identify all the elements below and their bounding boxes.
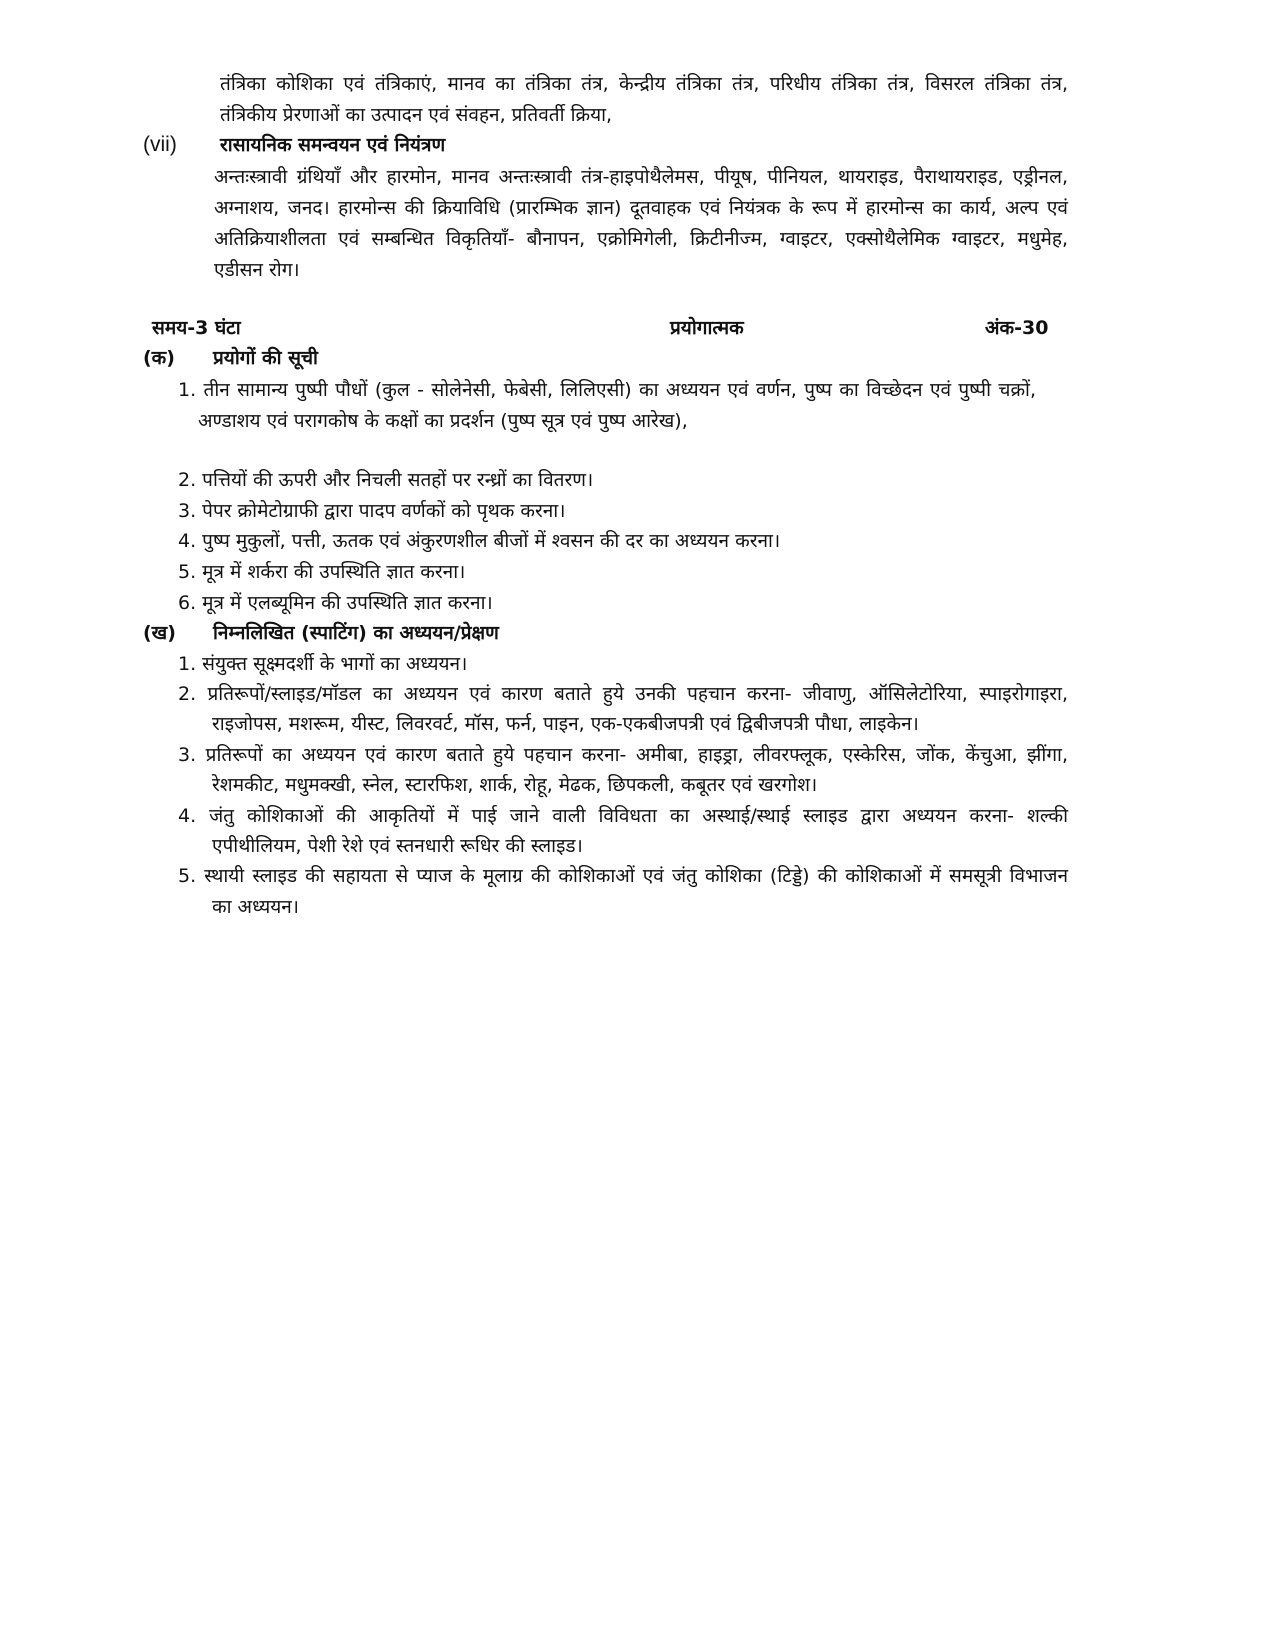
kha-item-5-line-2: का अध्ययन।	[212, 896, 299, 918]
intro-line-2: तंत्रिकीय प्रेरणाओं का उत्पादन एवं संवहन, प्रतिवर्ती क्रिया,	[220, 104, 613, 126]
ka-item-2: 2. पत्तियों की ऊपरी और निचली सतहों पर रन्ध्रों का वितरण।	[178, 469, 594, 491]
kha-item-2-line-1: 2. प्रतिरूपों/स्लाइड/मॉडल का अध्ययन एवं कारण बताते हुये उनकी पहचान करना- जीवाणु, ऑसिलेटोरिया, स्पाइरोगाइरा,	[178, 683, 1068, 705]
kha-item-2-line-2: राइजोपस, मशरूम, यीस्ट, लिवरवर्ट, मॉस, फर्न, पाइन, एक-एकबीजपत्री एवं द्विबीजपत्री पौधा, लाइकेन।	[212, 713, 919, 735]
section-vii-heading: रासायनिक समन्वयन एवं नियंत्रण	[220, 134, 446, 156]
practical-time: समय-3 घंटा	[152, 317, 241, 339]
kha-item-1: 1. संयुक्त सूक्ष्मदर्शी के भागों का अध्ययन।	[178, 653, 468, 675]
section-ka-heading: प्रयोगों की सूची	[213, 347, 318, 369]
intro-line-1: तंत्रिका कोशिका एवं तंत्रिकाएं, मानव का तंत्रिका तंत्र, केन्द्रीय तंत्रिका तंत्र, परिधीय तंत्रिका तंत्र, विसरल तंत्रिका तंत्र,	[220, 73, 1068, 95]
kha-item-4-line-1: 4. जंतु कोशिकाओं की आकृतियों में पाई जाने वाली विविधता का अस्थाई/स्थाई स्लाइड द्वारा अध्ययन करना- शल्की	[178, 805, 1068, 827]
ka-item-1-line-2: अण्डाशय एवं परागकोष के कक्षों का प्रदर्शन (पुष्प सूत्र एवं पुष्प आरेख),	[198, 410, 688, 432]
section-vii-line-4: एडीसन रोग।	[214, 259, 300, 281]
section-vii-line-2: अग्नाशय, जनद। हारमोन्स की क्रियाविधि (प्रारम्भिक ज्ञान) दूतवाहक एवं नियंत्रक के रूप में हारमोन्स का कार्य, अल्प एवं	[214, 197, 1068, 219]
ka-item-3: 3. पेपर क्रोमेटोग्राफी द्वारा पादप वर्णकों को पृथक करना।	[178, 500, 566, 522]
ka-item-6: 6. मूत्र में एलब्यूमिन की उपस्थिति ज्ञात करना।	[178, 592, 493, 614]
ka-item-4: 4. पुष्प मुकुलों, पत्ती, ऊतक एवं अंकुरणशील बीजों में श्वसन की दर का अध्ययन करना।	[178, 530, 781, 552]
section-vii-number: (vii)	[143, 133, 177, 156]
section-ka-label: (क)	[143, 347, 175, 369]
ka-item-5: 5. मूत्र में शर्करा की उपस्थिति ज्ञात करना।	[178, 561, 466, 583]
kha-item-3-line-1: 3. प्रतिरूपों का अध्ययन एवं कारण बताते हुये पहचान करना- अमीबा, हाइड्रा, लीवरफ्लूक, एस्केरिस, जोंक, केंचुआ, झींगा,	[178, 744, 1068, 766]
practical-title: प्रयोगात्मक	[670, 317, 744, 339]
kha-item-4-line-2: एपीथीलियम, पेशी रेशे एवं स्तनधारी रूधिर की स्लाइड।	[212, 835, 583, 857]
practical-marks: अंक-30	[985, 317, 1049, 339]
ka-item-1-line-1: 1. तीन सामान्य पुष्पी पौधों (कुल - सोलेनेसी, फेबेसी, लिलिएसी) का अध्ययन एवं वर्णन, पुष्प का विच्छेदन एवं पुष्पी चक्रों,	[178, 379, 1036, 401]
section-vii-line-3: अतिक्रियाशीलता एवं सम्बन्धित विकृतियाँ- बौनापन, एक्रोमिगेली, क्रिटीनीज्म, ग्वाइटर, एक्सोथैलेमिक ग्वाइटर, मधुमेह,	[214, 228, 1068, 250]
section-kha-label: (ख)	[143, 622, 176, 644]
kha-item-3-line-2: रेशमकीट, मधुमक्खी, स्नेल, स्टारफिश, शार्क, रोहू, मेढक, छिपकली, कबूतर एवं खरगोश।	[212, 774, 818, 796]
section-vii-line-1: अन्तःस्त्रावी ग्रंथियाँ और हारमोन, मानव अन्तःस्त्रावी तंत्र-हाइपोथैलेमस, पीयूष, पीनियल, थायराइड, पैराथायराइड, एड्रीनल,	[214, 166, 1068, 188]
section-kha-heading: निम्नलिखित (स्पाटिंग) का अध्ययन/प्रेक्षण	[213, 622, 499, 644]
kha-item-5-line-1: 5. स्थायी स्लाइड की सहायता से प्याज के मूलाग्र की कोशिकाओं एवं जंतु कोशिका (टिड्डे) की कोशिकाओं में समसूत्री विभाजन	[178, 865, 1068, 887]
